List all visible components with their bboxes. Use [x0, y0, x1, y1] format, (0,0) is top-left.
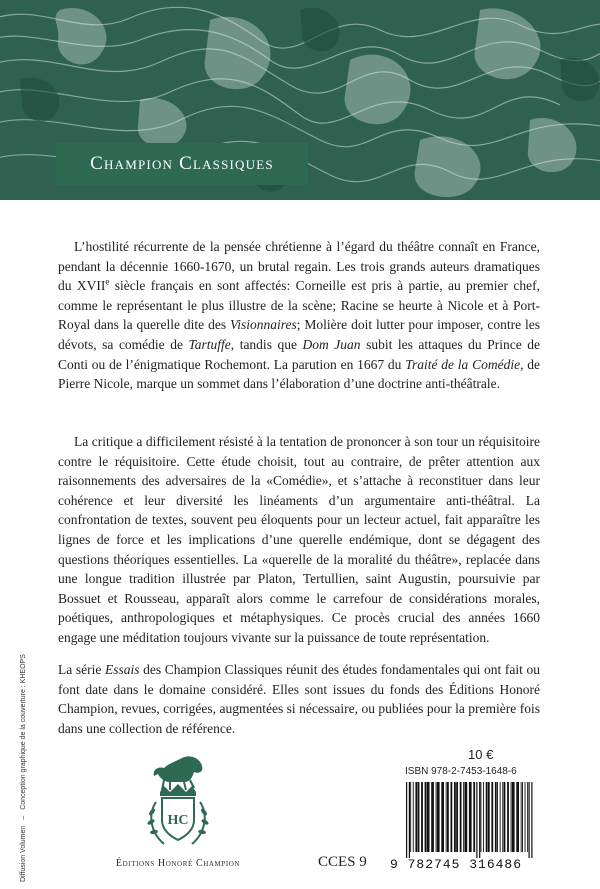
barcode-bar: [463, 782, 464, 852]
barcode-bar: [431, 782, 434, 852]
barcode-bar: [522, 782, 523, 852]
barcode-bar: [441, 782, 444, 852]
barcode-bar: [473, 782, 475, 852]
summary-paragraph-2: La critique a difficilement résisté à la tentation de prononcer à son tour un réquisitoire contre le réquisitoire. Cette étude choisit, tout au contraire, de prêter attention aux raisonnements des adversaires de la «Comédie», et s’attache à reconstituer dans leur cohérence et leur diversité les linéaments d’un argumentaire anti-théâtral. La confrontation de textes, souvent peu éloquents pour un lecteur actuel, fait apparaître les lignes de force et les implications d’une querelle endémique, dont se dégagent des questions théoriques essentielles. La «querelle de la moralité du théâtre», replacée dans une longue tradition illustrée par Platon, Tertullien, saint Augustin, poursuivie par Bossuet et Rousseau, apparaît alors comme le carrefour de considérations morales, poétiques, anthropologiques et métaphysiques. Ce procès crucial des années 1660 engage une méditation toujours vivante sur la puissance de toute représentation.: [58, 434, 540, 645]
isbn-barcode: [404, 782, 540, 858]
p1-title-dom-juan: Dom Juan: [302, 336, 361, 352]
barcode-bar: [529, 782, 530, 858]
barcode-bar: [512, 782, 515, 852]
barcode-bar: [481, 782, 482, 852]
barcode-bar: [491, 782, 493, 852]
barcode-bar: [460, 782, 462, 852]
barcode-bar: [446, 782, 447, 852]
publisher-name: Éditions Honoré Champion: [115, 858, 241, 869]
side-credit: [20, 648, 27, 882]
barcode-bar: [421, 782, 423, 852]
p1-title-traite: Traité de la Comédie: [405, 356, 521, 372]
barcode-bar: [406, 782, 407, 858]
publisher-logo: [134, 752, 222, 852]
design-credit: Conception graphique de la couverture : KHEOPS: [20, 654, 27, 810]
barcode-bar: [476, 782, 477, 858]
series-name: Champion Classiques: [90, 153, 274, 174]
barcode-bar: [479, 782, 480, 858]
credit-separator: –: [20, 815, 27, 820]
series-description: [58, 660, 540, 738]
p1-title-tartuffe: Tartuffe: [188, 336, 231, 352]
barcode-bar: [525, 782, 526, 852]
barcode-bar: [415, 782, 417, 852]
p1-text-4: , tandis que: [230, 336, 303, 352]
barcode-bar: [488, 782, 490, 852]
barcode-bar: [409, 782, 410, 858]
barcode-bar: [521, 782, 522, 852]
barcode-bar: [437, 782, 440, 852]
barcode-bar: [456, 782, 458, 852]
p1-text-3: ; Molière doit lutter pour imposer, contre les dévots, sa comédie de: [58, 317, 540, 352]
barcode-bar: [500, 782, 501, 852]
barcode-bar: [502, 782, 503, 852]
series-banner: [56, 143, 308, 185]
barcode-bar: [410, 782, 411, 852]
barcode-bar: [469, 782, 472, 852]
catalog-code: CCES 9: [318, 854, 367, 870]
barcode-bar: [465, 782, 468, 852]
p3-text-2: des Champion Classiques réunit des études fondamentales qui ont fait ou font date dans le domaine considéré. Elles sont issues du fonds des Éditions Honoré Champion, revues, corrigées, augmentées si nécessaire, ou publiées pour la première fois dans une collection de référence.: [58, 662, 540, 736]
barcode-digits: 9 782745 316486: [390, 857, 523, 872]
p1-title-visionnaires: Visionnaires: [230, 317, 297, 333]
p1-text-1: L’hostilité récurrente de la pensée chrétienne à l’égard du théâtre connaît en France, pendant la décennie 1660-1670, un brutal regain. Les trois grands auteurs dramatiques du XVII: [58, 239, 540, 294]
barcode-bar: [516, 782, 519, 852]
p1-text-5: subit les attaques du Prince de Conti ou de l’énigmatique Rochemont. La parution en 1667 du: [58, 336, 540, 372]
barcode-bar: [447, 782, 449, 852]
barcode-bar: [418, 782, 420, 852]
logo-monogram: HC: [167, 813, 189, 828]
isbn-label: ISBN 978-2-7453-1648-6: [405, 766, 517, 777]
price-label: 10 €: [468, 747, 494, 762]
barcode-bar: [486, 782, 488, 852]
barcode-bar: [504, 782, 506, 852]
p3-series-essais: Essais: [104, 662, 140, 677]
barcode-bar: [427, 782, 430, 852]
barcode-bar: [507, 782, 509, 852]
barcode-bar: [413, 782, 414, 852]
barcode-bar: [497, 782, 498, 852]
barcode-bar: [531, 782, 532, 858]
barcode-bar: [436, 782, 437, 852]
barcode-bar: [454, 782, 456, 852]
barcode-bar: [451, 782, 453, 852]
distribution-credit: Diffusion Volumen: [20, 825, 27, 882]
p1-text-2: siècle français en sont affectés: Corneille est pris à partie, au premier chef, comme le représentant le plus illustre de la scène; Racine se heurte à Nicole et à Port-Royal dans la querelle dite des: [58, 278, 540, 333]
summary-paragraph-1: [58, 237, 540, 394]
barcode-bar: [495, 782, 497, 852]
p1-superscript: e: [105, 276, 110, 287]
barcode-bar: [527, 782, 528, 852]
p1-text-6: , de Pierre Nicole, marque un sommet dans l’élaboration d’une doctrine anti-théâtrale.: [58, 356, 541, 392]
barcode-bar: [483, 782, 484, 852]
p3-text-1: La série: [58, 662, 105, 677]
barcode-bar: [511, 782, 512, 852]
barcode-bar: [425, 782, 427, 852]
